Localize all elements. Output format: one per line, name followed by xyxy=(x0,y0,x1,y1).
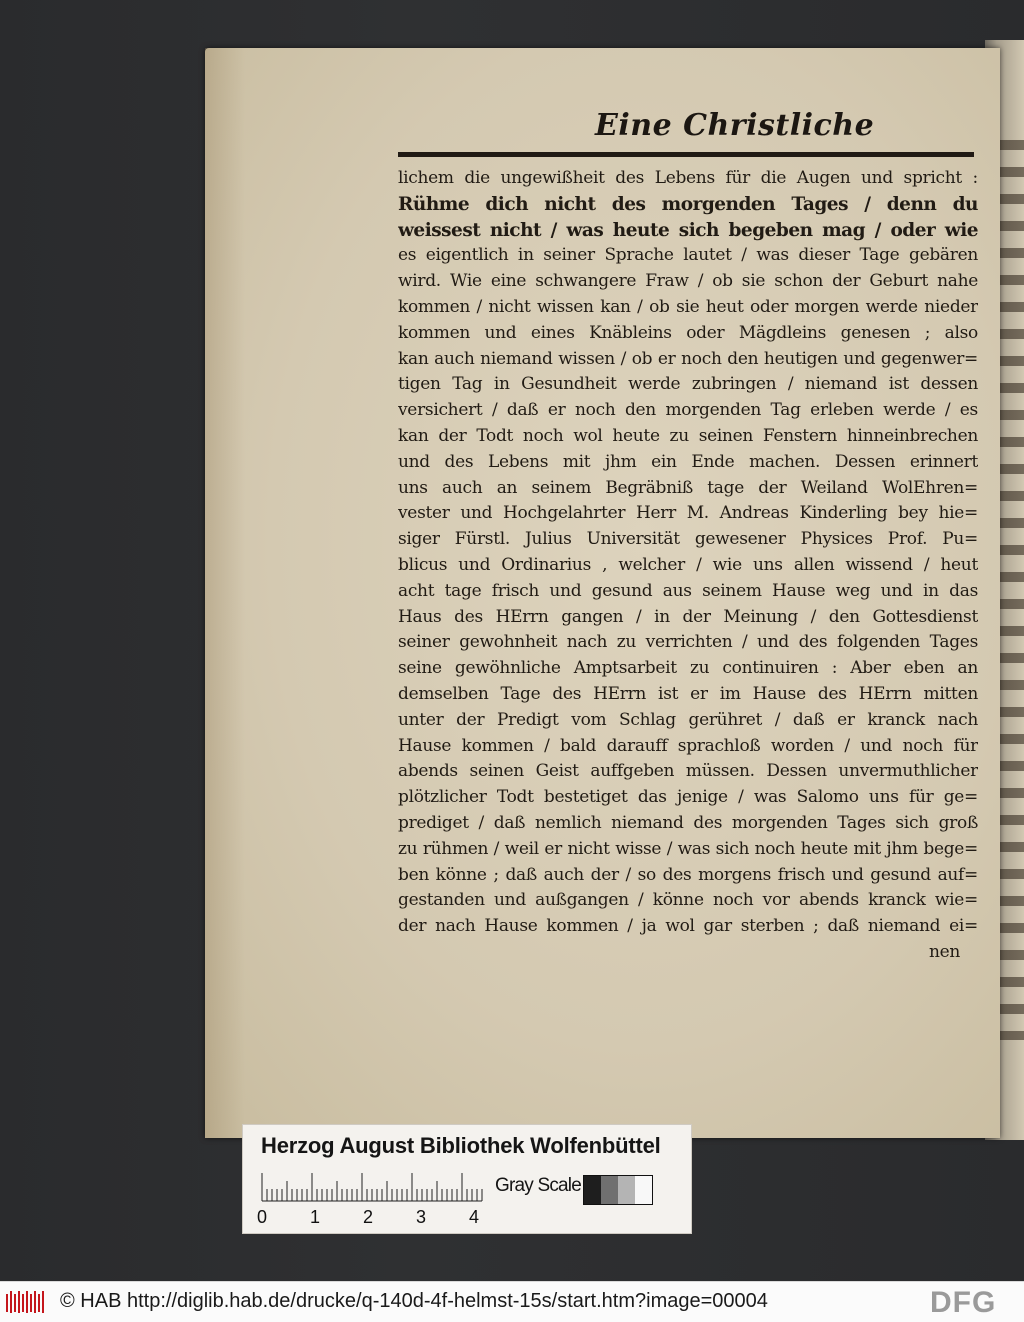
dfg-logo: DFG xyxy=(930,1286,997,1319)
text-line: siger Fürstl. Julius Universität gewesener Physices Prof. Pu= xyxy=(398,529,978,550)
text-line: versichert / daß er noch den morgenden Tag erleben werde / es xyxy=(398,400,978,421)
ruler-digit: 3 xyxy=(416,1207,427,1227)
text-line: kommen / nicht wissen kan / ob sie heut oder morgen werde nieder xyxy=(398,296,978,317)
ruler-digit: 4 xyxy=(469,1207,480,1227)
library-name: Herzog August Bibliothek Wolfenbüttel xyxy=(261,1133,661,1158)
text-line: weissest nicht / was heute sich begeben mag / oder wie xyxy=(398,219,978,241)
running-head: Eine Christliche xyxy=(595,108,875,143)
text-line: Hause kommen / bald darauff sprachloß worden / und noch für xyxy=(398,735,978,756)
text-line: prediget / daß nemlich niemand des morgenden Tages sich groß xyxy=(398,812,978,833)
text-line: tigen Tag in Gesundheit werde zubringen / niemand ist dessen xyxy=(398,374,978,395)
header-rule xyxy=(398,152,974,157)
text-line: vester und Hochgelahrter Herr M. Andreas Kinderling bey hie= xyxy=(398,503,978,524)
ruler-digit: 1 xyxy=(310,1207,321,1227)
text-line: blicus und Ordinarius , welcher / wie uns allen wissend / heut xyxy=(398,554,978,575)
text-line: plötzlicher Todt bestetiget das jenige / was Salomo uns für ge= xyxy=(398,787,978,808)
text-line: Haus des HErrn gangen / in der Meinung / den Gottesdienst xyxy=(398,606,978,627)
text-line: gestanden und außgangen / könne noch vor abends kranck wie= xyxy=(398,890,978,911)
text-line: ben könne ; daß auch der / so des morgens frisch und gesund auf= xyxy=(398,864,978,885)
ruler-digit: 0 xyxy=(257,1207,268,1227)
gray-swatch xyxy=(618,1176,635,1204)
text-line: acht tage frisch und gesund aus seinem Hause weg und in das xyxy=(398,580,978,601)
text-line: uns auch an seinem Begräbniß tage der Weiland WolEhren= xyxy=(398,477,978,498)
color-target-card xyxy=(242,1124,692,1234)
viewer-footer xyxy=(0,1281,1024,1322)
copyright-url[interactable]: © HAB http://diglib.hab.de/drucke/q-140d-4f-helmst-15s/start.htm?image=00004 xyxy=(60,1290,768,1312)
text-line: der nach Hause kommen / ja wol gar sterben ; daß niemand ei= xyxy=(398,916,978,937)
gray-swatch xyxy=(601,1176,618,1204)
text-line: unter der Predigt vom Schlag gerühret / daß er kranck nach xyxy=(398,709,978,730)
text-line: und des Lebens mit jhm ein Ende machen. Dessen erinnert xyxy=(398,451,978,472)
gray-swatch xyxy=(635,1176,652,1204)
text-line: nen xyxy=(928,941,960,962)
hab-logo-icon xyxy=(6,1290,46,1314)
text-line: demselben Tage des HErrn ist er im Hause des HErrn mitten xyxy=(398,683,978,704)
ruler-digit: 2 xyxy=(363,1207,374,1227)
measurement-ruler xyxy=(261,1173,486,1203)
text-line: seiner gewohnheit nach zu verrichten / und des folgenden Tages xyxy=(398,632,978,653)
text-line: kan auch niemand wissen / ob er noch den heutigen und gegenwer= xyxy=(398,348,978,369)
text-line: es eigentlich in seiner Sprache lautet / was dieser Tage gebären xyxy=(398,245,978,266)
text-line: lichem die ungewißheit des Lebens für die Augen und spricht : xyxy=(398,168,978,188)
gray-scale-label: Gray Scale xyxy=(495,1175,581,1196)
text-line: Rühme dich nicht des morgenden Tages / denn du xyxy=(398,193,978,215)
ruler-digits xyxy=(255,1207,495,1229)
text-line: kan der Todt noch wol heute zu seinen Fenstern hinneinbrechen xyxy=(398,425,978,446)
text-line: seine gewöhnliche Amptsarbeit zu continuiren : Aber eben an xyxy=(398,658,978,679)
text-line: kommen und eines Knäbleins oder Mägdleins genesen ; also xyxy=(398,322,978,343)
gray-swatch xyxy=(584,1176,601,1204)
text-line: zu rühmen / weil er nicht wisse / was sich noch heute mit jhm bege= xyxy=(398,838,978,859)
text-line: abends seinen Geist auffgeben müssen. Dessen unvermuthlicher xyxy=(398,761,978,782)
text-line: wird. Wie eine schwangere Fraw / ob sie schon der Geburt nahe xyxy=(398,271,978,292)
gray-scale-swatches xyxy=(583,1175,653,1205)
page-text-block xyxy=(398,166,978,966)
